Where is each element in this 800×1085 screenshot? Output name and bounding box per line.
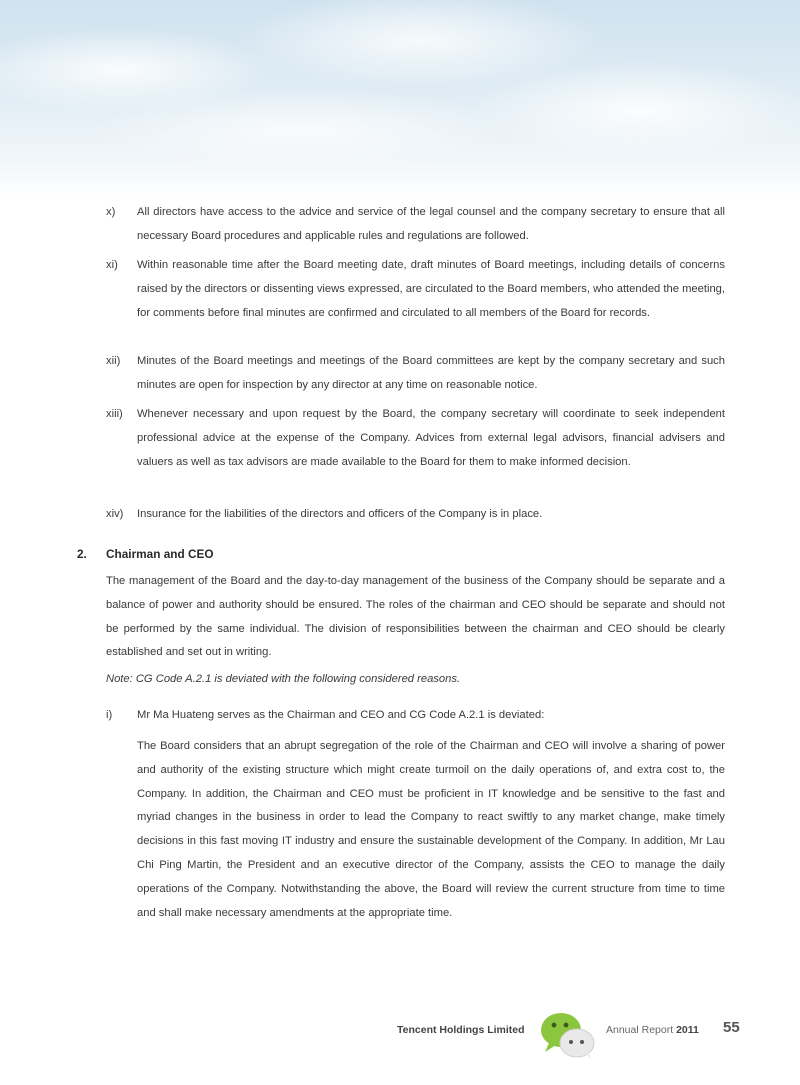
sub-item-body-paragraph: The Board considers that an abrupt segregation of the role of the Chairman and CEO will involve a sharing of power and authority of the existing structure which might create turmoil on the daily operations of, and extra cost to, the Company. In addition, the Chairman and CEO must be proficient in IT knowledge and be sensitive to the fast and myriad changes in the business in order to lead the Company to react swiftly to any market change, make timely decisions in this fast moving IT industry and ensure the sustainable development of the Company. In addition, Mr Lau Chi Ping Martin, the President and an executive director of the Company, assists the CEO to manage the daily operations of the Company. Notwithstanding the above, the Board will review the current structure from time to time and shall make necessary amendments at the appropriate time.: [137, 740, 725, 919]
page-footer: [0, 1010, 800, 1070]
footer-company-name: Tencent Holdings Limited: [397, 1024, 525, 1036]
sub-item-text: Mr Ma Huateng serves as the Chairman and CEO and CG Code A.2.1 is deviated:: [137, 709, 545, 721]
list-item-text: Minutes of the Board meetings and meetings of the Board committees are kept by the company secretary and such minutes are open for inspection by any director at any time on reasonable notice.: [137, 355, 725, 391]
list-item-number: xii): [106, 355, 121, 367]
list-item-text: Within reasonable time after the Board meeting date, draft minutes of Board meetings, including details of concerns raised by the directors or dissenting views expressed, are circulated to the Board members, who attended the meeting, for comments before final minutes are confirmed and circulated to all members of the Board for records.: [137, 259, 725, 319]
section-heading: [77, 547, 214, 561]
list-item-text: Whenever necessary and upon request by the Board, the company secretary will coordinate to seek independent professional advice at the expense of the Company. Advices from external legal advisors, financial advisers and valuers as well as tax advisors are made available to the Board for them to make informed decision.: [137, 408, 725, 468]
list-item-number: xiii): [106, 408, 123, 420]
list-item-text: Insurance for the liabilities of the directors and officers of the Company is in place.: [137, 508, 543, 520]
wechat-logo-icon: [536, 1010, 598, 1060]
footer-report-text: Annual Report: [606, 1024, 674, 1036]
logo-grey-eye: [580, 1040, 584, 1044]
page-number: 55: [723, 1019, 740, 1036]
section-intro-paragraph: The management of the Board and the day-to-day management of the business of the Company should be separate and a balance of power and authority should be ensured. The roles of the chairman and CEO should be separate and should not be performed by the same individual. The division of responsibilities between the chairman and CEO should be clearly established and set out in writing.: [106, 575, 725, 659]
footer-report-year: 2011: [676, 1024, 699, 1036]
sub-item-number: i): [106, 709, 113, 721]
footer-report-label: [606, 1024, 699, 1036]
logo-grey-bubble: [560, 1029, 594, 1057]
logo-green-eye: [564, 1023, 569, 1028]
section-note: Note: CG Code A.2.1 is deviated with the following considered reasons.: [106, 673, 461, 685]
logo-green-eye: [552, 1023, 557, 1028]
list-item-number: xiv): [106, 508, 124, 520]
section-number: 2.: [77, 547, 87, 561]
logo-grey-eye: [569, 1040, 573, 1044]
section-title: Chairman and CEO: [106, 547, 214, 561]
list-item-number: x): [106, 206, 116, 218]
list-item-number: xi): [106, 259, 118, 271]
list-item-text: All directors have access to the advice and service of the legal counsel and the company secretary to ensure that all necessary Board procedures and applicable rules and regulations are followed.: [137, 206, 725, 242]
